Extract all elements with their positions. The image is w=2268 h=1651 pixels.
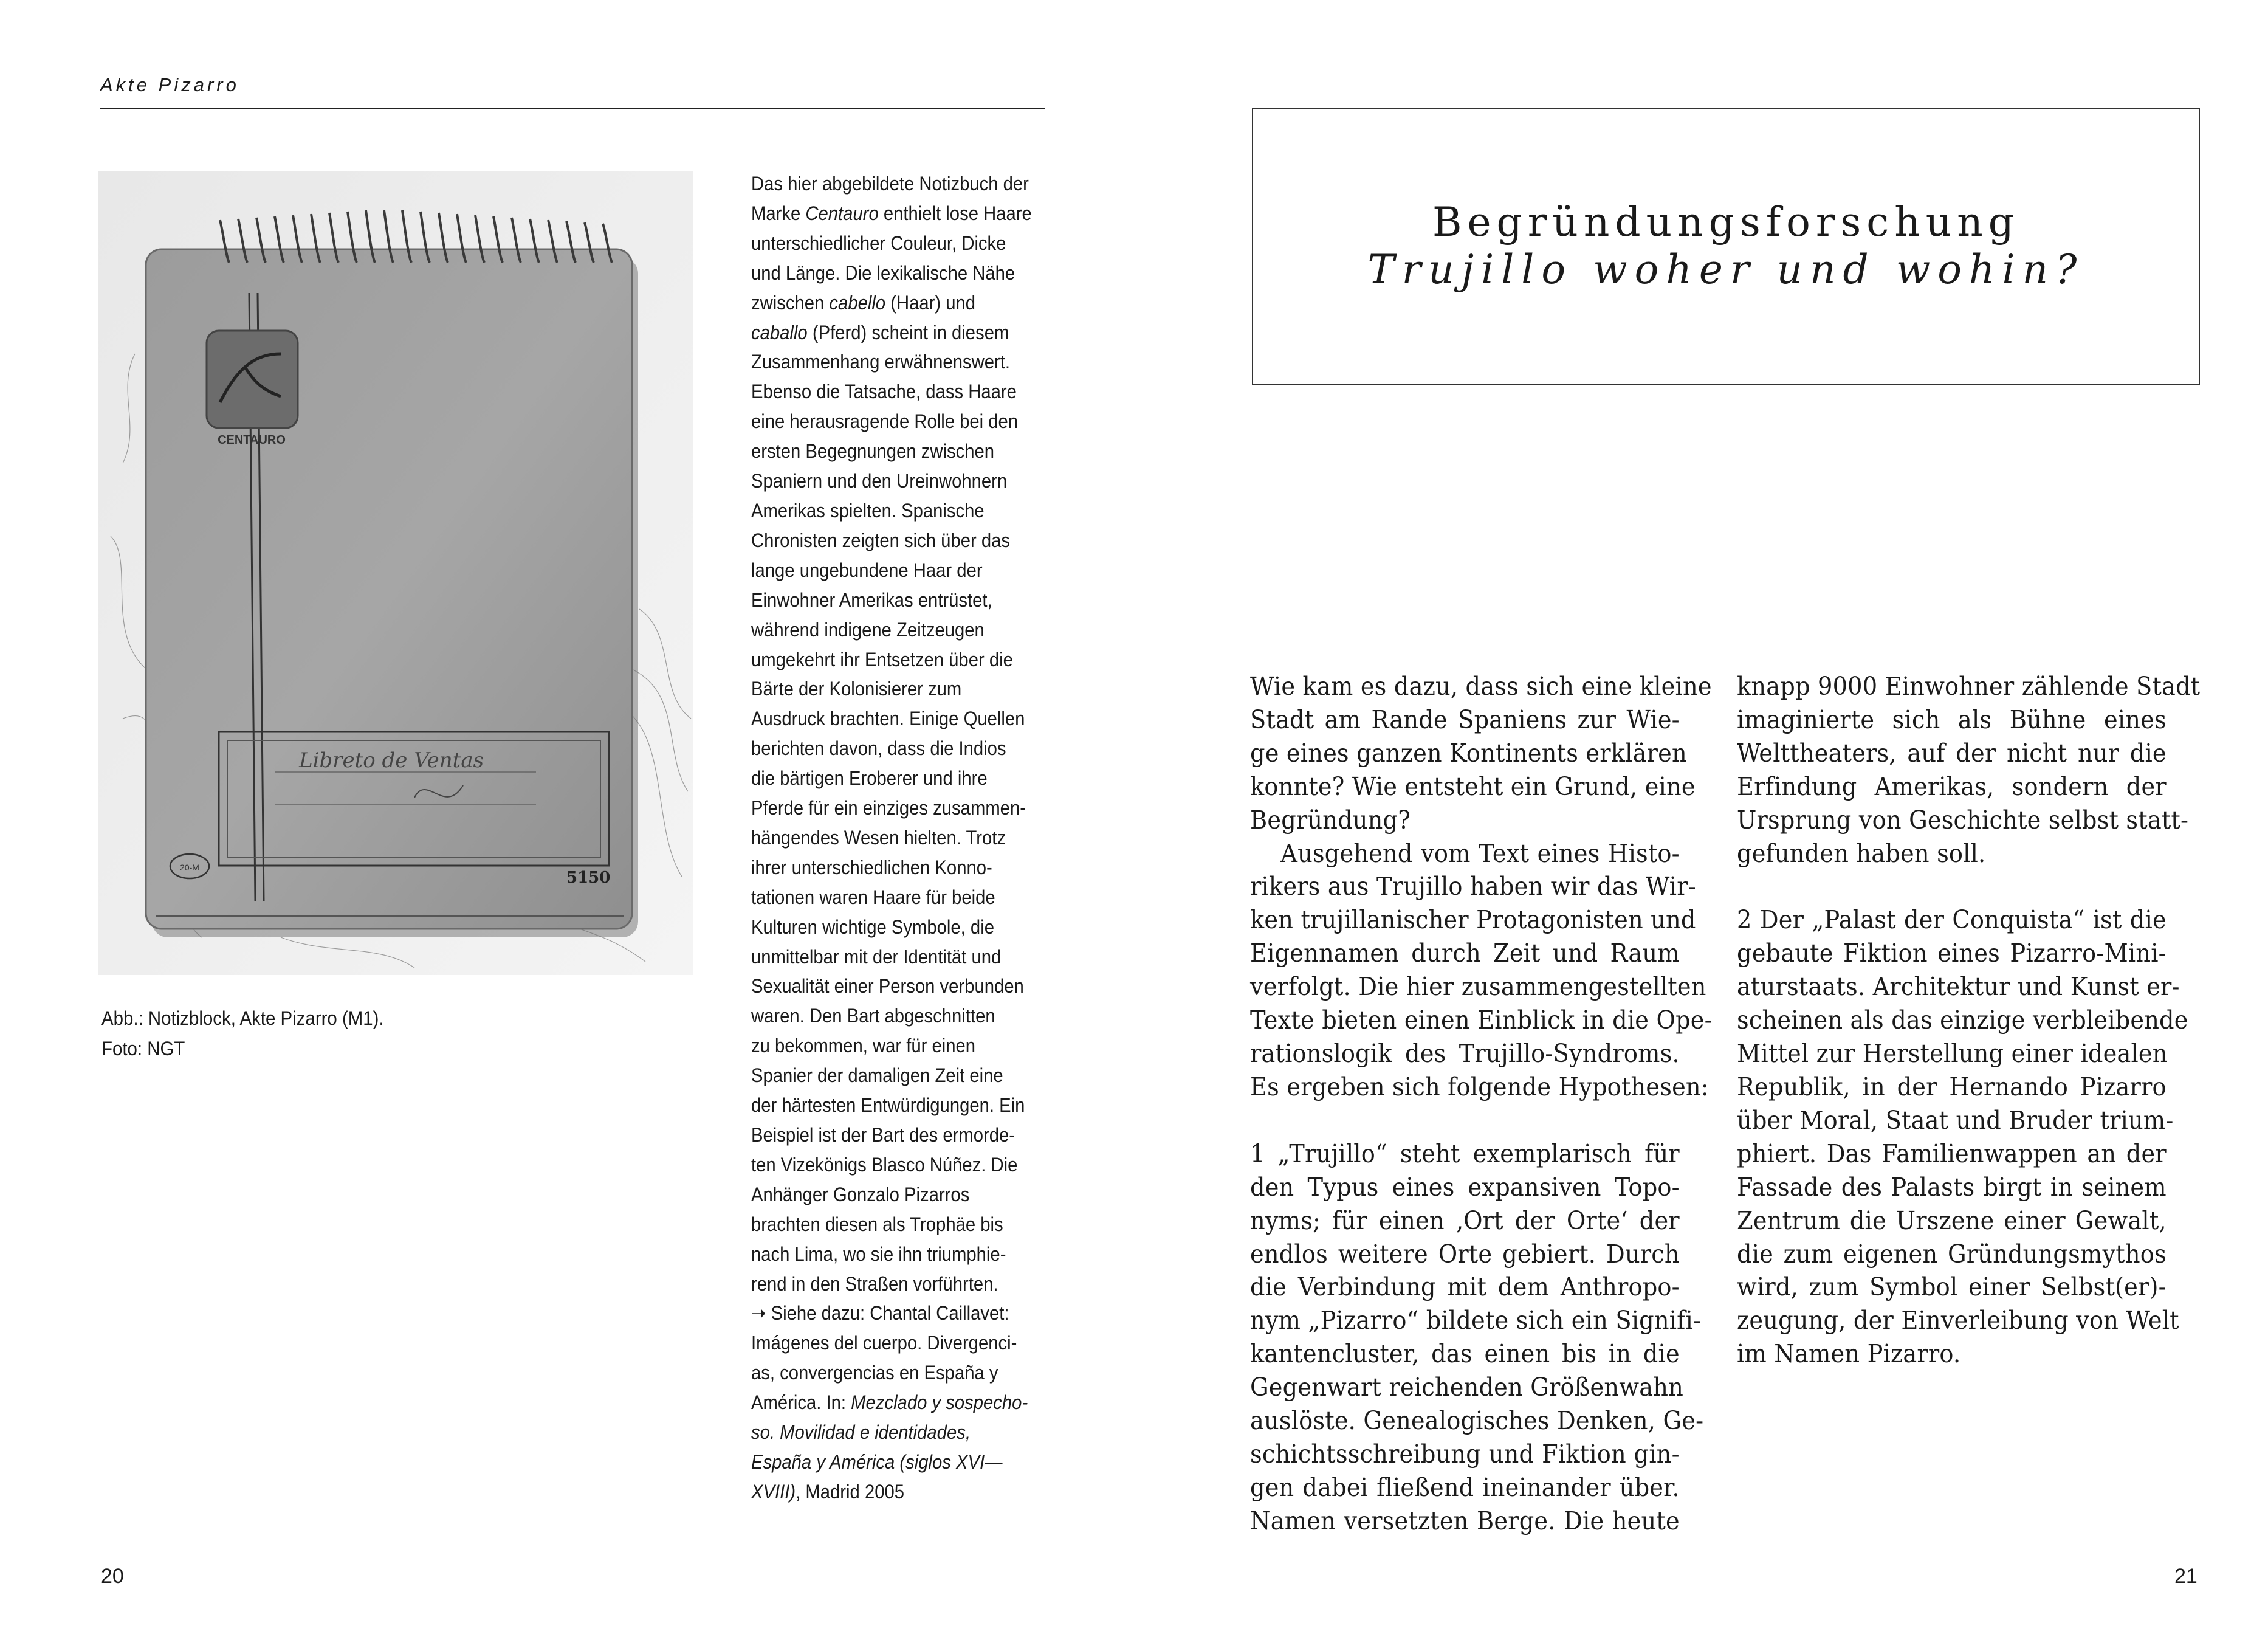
sidenote-text: [751, 169, 1057, 1507]
sidenote-line: Einwohner Amerikas entrüstet,: [751, 588, 992, 611]
body-line: Stadt am Rande Spaniens zur Wie-: [1250, 705, 1680, 734]
header-rule: [100, 108, 1045, 109]
body-line: den Typus eines expansiven Topo-: [1250, 1172, 1680, 1202]
body-line: Erfindung Amerikas, sondern der: [1737, 771, 2167, 801]
sidenote-line: Das hier abgebildete Notizbuch der: [751, 173, 1029, 195]
body-line: über Moral, Staat und Bruder trium-: [1737, 1105, 2174, 1135]
sidenote-line: Imágenes del cuerpo. Divergenci-: [751, 1332, 1017, 1354]
sidenote-line: Anhänger Gonzalo Pizarros: [751, 1183, 970, 1205]
sidenote-line: Zusammenhang erwähnenswert.: [751, 351, 1010, 373]
body-line: rikers aus Trujillo haben wir das Wir-: [1250, 872, 1696, 901]
sidenote-line: ➝ Siehe dazu: Chantal Caillavet:: [751, 1302, 1009, 1325]
photo-caption: [101, 1003, 384, 1064]
sidenote-line: der härtesten Entwürdigungen. Ein: [751, 1094, 1025, 1117]
paragraph-gap: [1250, 1104, 1680, 1137]
chapter-title: Begründungsforschung: [1432, 199, 2020, 246]
body-line: 2 Der „Palast der Conquista“ ist die: [1737, 905, 2167, 935]
sidenote-line: berichten davon, dass die Indios: [751, 737, 1006, 760]
sidenote-line: während indigene Zeitzeugen: [751, 618, 985, 641]
sidenote-line: die bärtigen Eroberer und ihre: [751, 767, 988, 790]
sidenote-line: Chronisten zeigten sich über das: [751, 529, 1011, 551]
body-line: gefunden haben soll.: [1737, 838, 1986, 868]
sidenote-line: as, convergencias en España y: [751, 1362, 998, 1384]
body-line: gen dabei fließend ineinander über.: [1250, 1472, 1680, 1502]
sidenote-line: ihrer unterschiedlichen Konno-: [751, 856, 992, 878]
body-line: zeugung, der Einverleibung von Welt: [1737, 1306, 2179, 1336]
sidenote-line: Amerikas spielten. Spanische: [751, 499, 985, 522]
body-line: Ursprung von Geschichte selbst statt-: [1737, 805, 2189, 835]
body-line: scheinen als das einzige verbleibende: [1737, 1005, 2188, 1035]
body-line: auslöste. Genealogisches Denken, Ge-: [1250, 1406, 1704, 1436]
body-line: imaginierte sich als Bühne eines: [1737, 705, 2167, 734]
running-head: Akte Pizarro: [100, 74, 239, 95]
body-line: Fassade des Palasts birgt in seinem: [1737, 1172, 2167, 1202]
sidenote-line: zu bekommen, war für einen: [751, 1035, 976, 1057]
sidenote-line: so. Movilidad e identidades,: [751, 1421, 971, 1444]
sidenote-line: rend in den Straßen vorführten.: [751, 1272, 998, 1295]
brand-logo-text: CENTAURO: [218, 433, 286, 447]
chapter-subtitle: Trujillo woher und wohin?: [1367, 246, 2084, 293]
sidenote-line: América. In: Mezclado y sospecho-: [751, 1391, 1028, 1414]
chapter-title-box: [1252, 108, 2200, 385]
sidenote-line: unmittelbar mit der Identität und: [751, 945, 1002, 968]
sidenote-line: lange ungebundene Haar der: [751, 559, 983, 581]
caption-line-1: Abb.: Notizblock, Akte Pizarro (M1).: [101, 1007, 384, 1029]
sidenote-line: XVIII), Madrid 2005: [751, 1480, 905, 1503]
sidenote-line: ten Vizekönigs Blasco Núñez. Die: [751, 1153, 1018, 1176]
body-line: Zentrum die Urszene einer Gewalt,: [1737, 1205, 2167, 1235]
sidenote-line: Ebenso die Tatsache, dass Haare: [751, 381, 1017, 403]
sidenote-line: ersten Begegnungen zwischen: [751, 440, 995, 463]
notebook-number: 5150: [566, 869, 611, 887]
sidenote-line: Marke Centauro enthielt lose Haare: [751, 202, 1032, 224]
body-line: die zum eigenen Gründungsmythos: [1737, 1239, 2167, 1269]
body-line: knapp 9000 Einwohner zählende Stadt: [1737, 672, 2201, 701]
sidenote-line: caballo (Pferd) scheint in diesem: [751, 321, 1009, 343]
sidenote-line: nach Lima, wo sie ihn triumphie-: [751, 1243, 1006, 1265]
sidenote-line: Spanier der damaligen Zeit eine: [751, 1064, 1003, 1087]
body-line: gebaute Fiktion eines Pizarro-Mini-: [1737, 939, 2167, 968]
sidenote-line: Kulturen wichtige Symbole, die: [751, 915, 994, 938]
body-column-1: [1250, 670, 1713, 1538]
body-line: Texte bieten einen Einblick in die Ope-: [1250, 1005, 1713, 1035]
body-line: die Verbindung mit dem Anthropo-: [1250, 1272, 1680, 1302]
body-line: verfolgt. Die hier zusammengestellten: [1250, 972, 1706, 1002]
sidenote-line: waren. Den Bart abgeschnitten: [751, 1005, 995, 1027]
label-handwriting: Libreto de Ventas: [299, 748, 484, 773]
body-line: Wie kam es dazu, dass sich eine kleine: [1250, 672, 1712, 701]
sidenote-line: hängendes Wesen hielten. Trotz: [751, 826, 1006, 849]
sidenote-line: zwischen cabello (Haar) und: [751, 291, 976, 314]
page-number-left: 20: [101, 1565, 124, 1588]
sidenote-line: Pferde für ein einziges zusammen-: [751, 797, 1026, 819]
caption-line-2: Foto: NGT: [101, 1038, 185, 1060]
sidenote-line: und Länge. Die lexikalische Nähe: [751, 261, 1015, 284]
body-line: Es ergeben sich folgende Hypothesen:: [1250, 1072, 1709, 1101]
sidenote-line: Bärte der Kolonisierer zum: [751, 678, 962, 700]
body-line: nyms; für einen ‚Ort der Orte‘ der: [1250, 1205, 1680, 1235]
body-line: kantencluster, das einen bis in die: [1250, 1339, 1680, 1369]
page-number-right: 21: [2174, 1565, 2198, 1588]
body-line: ken trujillanischer Protagonisten und: [1250, 905, 1696, 935]
notebook-photo: [98, 171, 693, 975]
sidenote-line: Sexualität einer Person verbunden: [751, 975, 1024, 998]
body-line: nym „Pizarro“ bildete sich ein Signifi-: [1250, 1306, 1702, 1336]
body-line: endlos weitere Orte gebiert. Durch: [1250, 1239, 1680, 1269]
body-line: Begründung?: [1250, 805, 1411, 835]
body-line: Ausgehend vom Text eines Histo-: [1280, 838, 1680, 868]
sidenote-line: Ausdruck brachten. Einige Quellen: [751, 708, 1025, 730]
body-line: Republik, in der Hernando Pizarro: [1737, 1072, 2167, 1101]
badge-text: 20-M: [180, 863, 199, 872]
sidenote-line: tationen waren Haare für beide: [751, 886, 995, 908]
body-line: Welttheaters, auf der nicht nur die: [1737, 738, 2167, 768]
body-line: Namen versetzten Berge. Die heute: [1250, 1506, 1680, 1536]
body-line: wird, zum Symbol einer Selbst(er)-: [1737, 1272, 2167, 1302]
body-column-2: [1737, 670, 2201, 1371]
body-line: schichtsschreibung und Fiktion gin-: [1250, 1439, 1680, 1469]
paragraph-gap: [1737, 870, 2167, 903]
body-line: Mittel zur Herstellung einer idealen: [1737, 1039, 2168, 1069]
sidenote-line: Beispiel ist der Bart des ermorde-: [751, 1124, 1015, 1146]
body-line: im Namen Pizarro.: [1737, 1339, 1961, 1369]
sidenote-line: unterschiedlicher Couleur, Dicke: [751, 232, 1006, 254]
body-line: aturstaats. Architektur und Kunst er-: [1737, 972, 2180, 1002]
sidenote-line: brachten diesen als Trophäe bis: [751, 1213, 1003, 1235]
body-line: konnte? Wie entsteht ein Grund, eine: [1250, 771, 1696, 801]
sidenote-line: Spaniern und den Ureinwohnern: [751, 470, 1008, 492]
body-line: rationslogik des Trujillo-Syndroms.: [1250, 1038, 1680, 1068]
body-line: 1 „Trujillo“ steht exemplarisch für: [1250, 1139, 1680, 1168]
sidenote-line: eine herausragende Rolle bei den: [751, 410, 1019, 433]
body-line: phiert. Das Familienwappen an der: [1737, 1139, 2167, 1168]
body-line: Gegenwart reichenden Größenwahn: [1250, 1373, 1683, 1402]
sidenote-line: umgekehrt ihr Entsetzen über die: [751, 648, 1013, 670]
body-line: Eigennamen durch Zeit und Raum: [1250, 939, 1680, 968]
body-line: ge eines ganzen Kontinents erklären: [1250, 738, 1687, 768]
sidenote-line: España y América (siglos XVI—: [751, 1450, 1003, 1473]
